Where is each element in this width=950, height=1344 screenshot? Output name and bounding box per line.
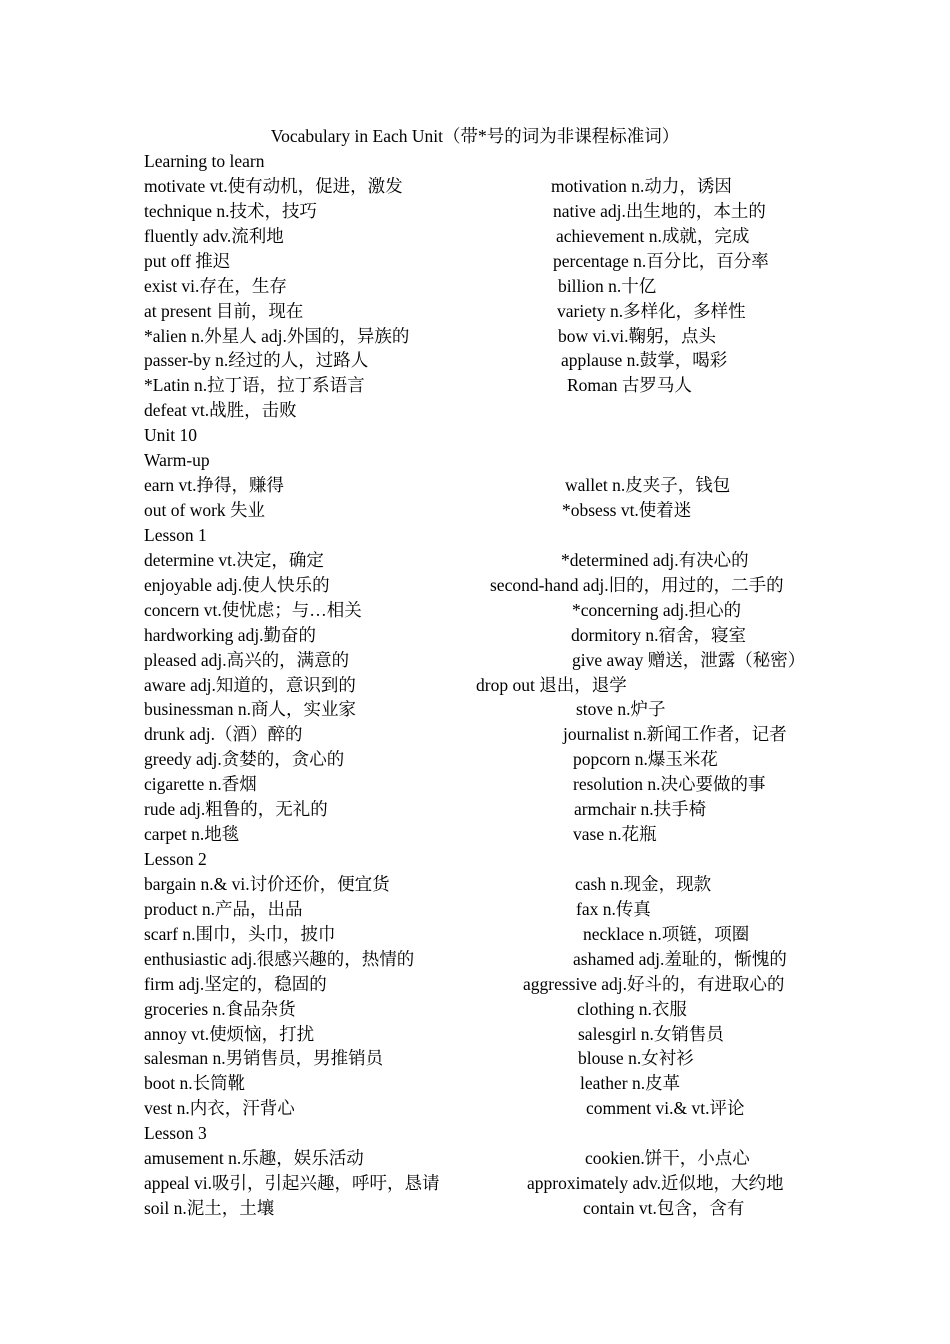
vocab-entry-left: greedy adj.贪婪的，贪心的 [144,749,345,770]
vocab-entry-right: leather n.皮革 [580,1073,681,1094]
vocab-entry-right: contain vt.包含，含有 [583,1198,745,1219]
vocab-entry-right: wallet n.皮夹子，钱包 [565,475,731,496]
vocab-entry-right: ashamed adj.羞耻的，惭愧的 [573,948,787,969]
vocab-entry-right: variety n.多样化，多样性 [557,300,746,321]
vocab-entry-left: out of work 失业 [144,500,266,521]
vocab-entry-left: concern vt.使忧虑；与…相关 [144,599,362,620]
vocab-entry-left: groceries n.食品杂货 [144,998,296,1019]
vocab-line [0,1196,950,1221]
vocab-entry-left: motivate vt.使有动机，促进，激发 [144,175,403,196]
vocab-entry-left: technique n.技术，技巧 [144,200,318,221]
vocab-line [0,348,950,373]
vocab-entry-right: dormitory n.宿舍，寝室 [571,624,746,645]
vocab-entry-right: Roman 古罗马人 [567,375,692,396]
vocab-line [0,149,950,174]
vocab-entry-left: carpet n.地毯 [144,824,240,845]
vocab-entry-right: native adj.出生地的，本土的 [553,200,766,221]
vocab-entry-right: vase n.花瓶 [573,824,657,845]
vocab-entry-left: enthusiastic adj.很感兴趣的，热情的 [144,948,415,969]
section-heading: Learning to learn [144,151,265,171]
vocab-entry-left: earn vt.挣得，赚得 [144,475,284,496]
vocab-line [0,224,950,249]
vocab-entry-right: achievement n.成就，完成 [556,225,750,246]
vocab-line [0,598,950,623]
vocab-line [0,1046,950,1071]
vocab-entry-right: clothing n.衣服 [577,998,687,1019]
vocab-entry-right: motivation n.动力，诱因 [551,175,732,196]
vocab-line [0,448,950,473]
vocab-line [0,997,950,1022]
vocab-entry-right: cookien.饼干，小点心 [585,1148,750,1169]
vocab-entry-right: bow vi.vi.鞠躬，点头 [558,325,716,346]
vocab-line [0,673,950,698]
vocab-entry-left: enjoyable adj.使人快乐的 [144,574,330,595]
vocab-line [0,199,950,224]
vocab-line [0,398,950,423]
vocab-entry-right: applause n.鼓掌，喝彩 [561,350,728,371]
vocab-entry-right: fax n.传真 [576,898,651,919]
vocab-line [0,747,950,772]
vocab-entry-right: popcorn n.爆玉米花 [573,749,718,770]
vocab-entry-left: determine vt.决定，确定 [144,549,324,570]
vocab-line [0,523,950,548]
vocab-line [0,324,950,349]
vocab-entry-left: scarf n.围巾，头巾，披巾 [144,923,336,944]
vocab-line [0,373,950,398]
vocab-entry-left: *alien n.外星人 adj.外国的，异族的 [144,325,410,346]
vocab-entry-right: percentage n.百分比，百分率 [553,250,769,271]
vocab-entry-right: comment vi.& vt.评论 [586,1098,745,1119]
vocab-line [0,573,950,598]
vocab-entry-right: stove n.炉子 [576,699,666,720]
vocab-entry-left: at present 目前，现在 [144,300,304,321]
vocab-entry-left: soil n.泥土，土壤 [144,1198,275,1219]
vocab-entry-left: put off 推迟 [144,250,231,271]
vocab-line [0,822,950,847]
vocab-entry-right: aggressive adj.好斗的，有进取心的 [523,973,785,994]
vocab-entry-right: armchair n.扶手椅 [574,799,707,820]
vocab-line [0,623,950,648]
vocab-entry-left: hardworking adj.勤奋的 [144,624,317,645]
vocab-entry-left: vest n.内衣，汗背心 [144,1098,295,1119]
vocab-entry-left: boot n.长筒靴 [144,1073,246,1094]
vocab-entry-left: rude adj.粗鲁的，无礼的 [144,799,328,820]
section-heading: Warm-up [144,450,210,471]
vocab-entry-right: necklace n.项链，项圈 [583,923,750,944]
vocab-entry-left: exist vi.存在，生存 [144,275,287,296]
vocab-entry-right: cash n.现金，现款 [575,873,712,894]
vocab-entry-left: businessman n.商人，实业家 [144,699,356,720]
vocab-line [0,274,950,299]
vocab-entry-right: *concerning adj.担心的 [572,599,742,620]
vocab-entry-left: annoy vt.使烦恼，打扰 [144,1023,315,1044]
vocab-line [0,249,950,274]
vocab-line [0,648,950,673]
vocab-entry-left: passer-by n.经过的人，过路人 [144,350,369,371]
vocab-line [0,897,950,922]
vocab-line [0,1022,950,1047]
vocab-line [0,1171,950,1196]
vocab-line [0,299,950,324]
vocab-line [0,548,950,573]
vocab-line [0,772,950,797]
vocab-line [0,847,950,872]
vocab-entry-right: *obsess vt.使着迷 [562,500,692,521]
section-heading: Unit 10 [144,425,197,446]
section-heading: Lesson 2 [144,849,207,870]
vocab-line [0,872,950,897]
vocab-entry-left: cigarette n.香烟 [144,774,257,795]
vocab-entry-right: journalist n.新闻工作者，记者 [563,724,787,745]
vocab-line [0,1071,950,1096]
vocab-entry-left: pleased adj.高兴的，满意的 [144,649,350,670]
vocab-entry-right: resolution n.决心要做的事 [573,774,766,795]
vocab-line [0,473,950,498]
vocab-line [0,1121,950,1146]
vocab-line [0,722,950,747]
vocab-entry-left: fluently adv.流利地 [144,225,284,246]
vocab-entry-left: product n.产品，出品 [144,898,303,919]
vocab-entry-left: appeal vi.吸引，引起兴趣，呼吁，恳请 [144,1173,440,1194]
vocab-entry-left: firm adj.坚定的，稳固的 [144,973,327,994]
vocab-entry-left: amusement n.乐趣，娱乐活动 [144,1148,364,1169]
vocab-entry-right: salesgirl n.女销售员 [578,1023,724,1044]
vocab-entry-right: *determined adj.有决心的 [561,549,749,570]
vocab-line [0,174,950,199]
vocab-line [0,697,950,722]
vocab-line [0,947,950,972]
section-heading: Lesson 1 [144,524,207,545]
vocab-entry-right: approximately adv.近似地，大约地 [527,1173,784,1194]
section-heading: Lesson 3 [144,1123,207,1144]
vocab-line [0,1146,950,1171]
page-title: Vocabulary in Each Unit（带*号的词为非课程标准词） [270,126,680,146]
vocab-line [0,1096,950,1121]
vocab-entry-left: aware adj.知道的，意识到的 [144,674,356,695]
vocab-entry-right: second-hand adj.旧的，用过的，二手的 [490,574,784,595]
vocab-line [0,423,950,448]
section-heading: defeat vt.战胜，击败 [144,400,297,421]
vocab-line [0,498,950,523]
vocab-entry-left: bargain n.& vi.讨价还价，便宜货 [144,873,390,894]
vocab-entry-right: blouse n.女衬衫 [578,1048,694,1069]
vocab-entry-right: billion n.十亿 [558,275,657,296]
vocab-entry-right: give away 赠送，泄露（秘密） [572,649,806,670]
vocab-line [0,797,950,822]
vocab-line [0,922,950,947]
vocab-entry-right: drop out 退出，退学 [476,674,627,695]
vocab-entry-left: *Latin n.拉丁语，拉丁系语言 [144,375,365,396]
vocab-entry-left: drunk adj.（酒）醉的 [144,724,303,745]
vocab-line [0,972,950,997]
vocab-entry-left: salesman n.男销售员，男推销员 [144,1048,384,1069]
